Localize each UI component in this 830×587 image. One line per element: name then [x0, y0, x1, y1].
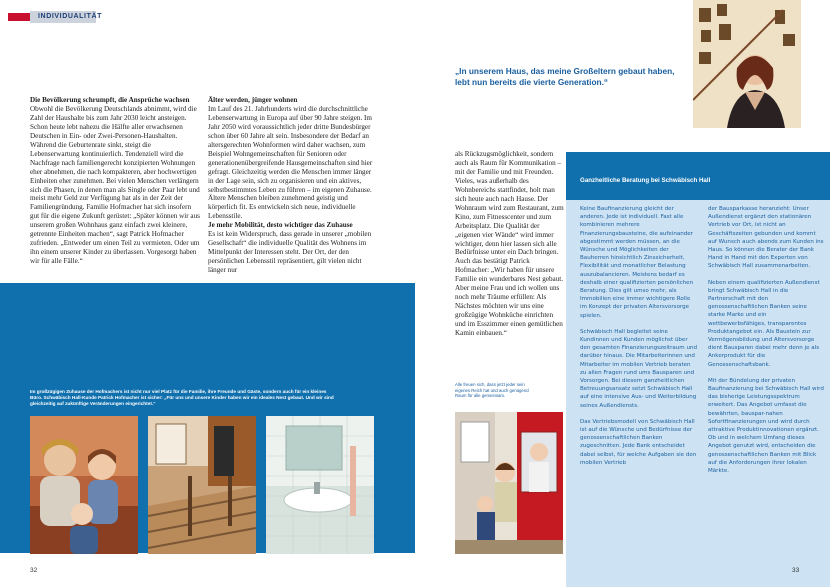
photo-stairway — [148, 416, 256, 554]
photo-bathroom — [266, 416, 374, 554]
info-a-paragraph-1: Keine Baufinanzierung gleicht der anderen. Jede ist individuell. Fast alle kombinieren mehrere Finanzierungsbausteine, die aufeinander abgestimmt werden müssen, an die Wünsche und Möglichkeiten der Bauherren hinsichtlich Zinssicherheit, Flexibilität und monatlicher Belastung auszubalancieren. Meistens bedarf es deshalb einer qualifizierten persönlichen Beratung. Dies gilt umso mehr, als Immobilien eine immer wichtigere Rolle im Konzept der privaten Altersvorsorge spielen. — [580, 206, 694, 319]
info-column-a — [580, 205, 698, 475]
info-box-header — [566, 152, 830, 200]
info-column-b — [708, 205, 824, 483]
column-1-heading: Die Bevölkerung schrumpft, die Ansprüche wachsen — [30, 96, 190, 104]
photo-children-image — [455, 412, 563, 554]
column-2-heading-2: Je mehr Mobilität, desto wichtiger das Zuhause — [208, 221, 353, 230]
column-3-body: als Rückzugsmöglichkeit, sondern auch als Raum für Kommunikation – mit der Familie und mit Freunden. Vieles, was außerhalb des Wohnbereichs stattfindet, holt man sich heute auch nach Hause. Der Wohnraum wird zum Restaurant, zum Kino, zum Fitnesscenter und zum Arbeitsplatz. Die Qualität der „eigenen vier Wände“ wird immer wichtiger, denn hier lassen sich alle Bedürfnisse unter ein Dach bringen. Auch das bestätigt Patrick Hofmacher: „Wir haben für unsere Familie ein wunderbares Nest gebaut. Aber meine Frau und ich wollen uns noch mehr Träume erfüllen: Als Nächstes möchten wir uns eine großzügige Wohnküche einrichten und im Esszimmer einen gemütlichen Kamin einbauen.“ — [455, 150, 564, 338]
photo-caption-children: Alle freuen sich, dass jetzt jeder sein eigenes Reich hat und auch genügend Raum für alle gemeinsam. — [455, 382, 529, 398]
photo-family — [30, 416, 138, 554]
text-column-3 — [455, 150, 565, 338]
info-b-paragraph-1: der Bausparkasse heranzieht: Unser Außendienst ergänzt den stationären Vertrieb vor Ort, ist nicht an Geschäftszeiten gebunden und kommt auf Wunsch auch abends zum Kunden ins Haus. So können die Berater der Bank Hand in Hand mit den Experten von Schwäbisch Hall zusammenarbeiten. — [708, 206, 824, 270]
info-b-paragraph-2: Neben einem qualifizierten Außendienst bringt Schwäbisch Hall in die Partnerschaft mit den genossenschaftlichen Banken seine starke Marke und ein wettbewerbsfähiges, transparentes Produktangebot ein. Als Baustein zur Vermögensbildung und Altersvorsorge dient Bausparen dabei mehr denn je als Ankerprodukt für die Genossenschaftsbank. — [708, 279, 820, 368]
column-2-heading: Älter werden, jünger wohnen — [208, 96, 298, 104]
photo-portrait-image — [693, 0, 801, 128]
photo-family-image — [30, 416, 138, 554]
section-tag-red-bar — [8, 13, 30, 21]
page-number-right: 33 — [792, 567, 800, 574]
info-a-paragraph-3: Das Vertriebsmodell von Schwäbisch Hall ist auf die Wünsche und Bedürfnisse der genossenschaftlichen Banken zugeschnitten. Jede Bank entscheidet dabei selbst, für welche Aufgaben sie den mobilen Vertrieb — [580, 418, 697, 466]
column-2-body: Im Lauf des 21. Jahrhunderts wird die durchschnittliche Lebenserwartung in Europa auf über 90 Jahre steigen. Im Jahr 2050 wird voraussichtlich jeder dritte Bundesbürger schon über 60 Jahre alt sein. Insbesondere der Bedarf an altersgerechten Wohnformen wird daher wachsen, zum Beispiel Wohngemeinschaften für Senioren oder generationenübergreifende Hausgemeinschaften sind hier gefragt. Gleichzeitig werden die Menschen immer länger in der Lage sein, sich zu organisieren und ein aktives, selbstbestimmtes Leben zu führen – im eigenen Zuhause. Ältere Menschen bleiben zunehmend geistig und körperlich fit. Es entwickeln sich neue, individuelle Lebensstile. — [208, 104, 373, 221]
column-1-body: Obwohl die Bevölkerung Deutschlands abnimmt, wird die Zahl der Haushalte bis zum Jahr 2030 leicht ansteigen. Schon heute lebt nahezu die Hälfte aller erwachsenen Deutschen in Ein- oder Zwei-Personen-Haushalten. Während die Geburtenrate sinkt, steigt die Lebenserwartung kontinuierlich. Tendenziell wird die Nachfrage nach familiengerecht konzipierten Wohnungen eher abnehmen, die nach kompakteren, aber hochwertigen Einheiten eher zunehmen. Bei vielen Menschen verlängern sich die Phasen, in denen man als Single oder Paar lebt und meist mehr Geld zur Verfügung hat als in der Zeit der Familiengründung. Familie Hofmacher hat sich insofern gut für die eigene Zukunft gerüstet: „Später können wir aus unserem großen Wohnhaus ganz einfach zwei kleinere, getrennte Einheiten machen“, sagt Patrick Hofmacher zufrieden. „Entweder um einen Teil zu vermieten. Oder um ihn einem unserer Kinder zu überlassen. Vorgesorgt haben wir für alle Fälle.“ — [30, 104, 200, 266]
section-tag: INDIVIDUALITÄT — [30, 11, 96, 23]
text-column-1 — [30, 96, 200, 266]
photo-children — [455, 412, 563, 554]
info-a-paragraph-2: Schwäbisch Hall begleitet seine Kundinnen und Kunden möglichst über den gesamten Finanzierungszeitraum und darüber hinaus. Die Mitarbeiterinnen und Mitarbeiter im mobilen Vertrieb beraten zu allen Fragen rund ums Bausparen und Vorsorgen. Bei diesem ganzheitlichen Betreuungsansatz setzt Schwäbisch Hall auf eine intensive Aus- und Weiterbildung seines Außendiensts. — [580, 328, 698, 409]
info-box-title: Ganzheitliche Beratung bei Schwäbisch Hall — [580, 177, 711, 184]
info-b-paragraph-3: Mit der Bündelung der privaten Baufinanzierung bei Schwäbisch Hall wird das bisherige Leistungsspektrum erweitert. Das Angebot umfasst die bewährten, bauspar-nahen Sofortfinanzierungen und wird durch attraktive Produktinnovationen ergänzt. Ob und in welchem Umfang dieses Angebot genutzt wird, entscheiden die genossenschaftlichen Banken mit Blick auf die Anforderungen ihrer lokalen Märkte. — [708, 377, 824, 475]
photo-portrait-woman — [693, 0, 801, 128]
text-column-2 — [208, 96, 378, 275]
pull-quote: „In unserem Haus, das meine Großeltern gebaut haben, lebt nun bereits die vierte Generation.“ — [455, 66, 675, 87]
photo-stairway-image — [148, 416, 256, 554]
page-number-left: 32 — [30, 567, 38, 574]
column-2-body-2: Es ist kein Widerspruch, dass gerade in unserer „mobilen Gesellschaft“ die individuelle Qualität des Wohnens im Mittelpunkt der Interessen steht. Der Ort, der den persönlichen Lebensstil repräsentiert, gilt vielen nicht länger nur — [208, 230, 372, 275]
photo-bathroom-image — [266, 416, 374, 554]
blue-caption: Im großzügigen Zuhause der Hofmachers ist nicht nur viel Platz für die Familie, ihre Freunde und Gäste, sondern auch für ein kleines Büro. Schwäbisch Hall-Kunde Patrick Hofmacher ist sicher: „Für uns und unsere Kinder haben wir ein ideales Nest gebaut. Und wir sind gleichzeitig auf zukünftige Veränderungen eingerichtet.“ — [30, 389, 334, 406]
